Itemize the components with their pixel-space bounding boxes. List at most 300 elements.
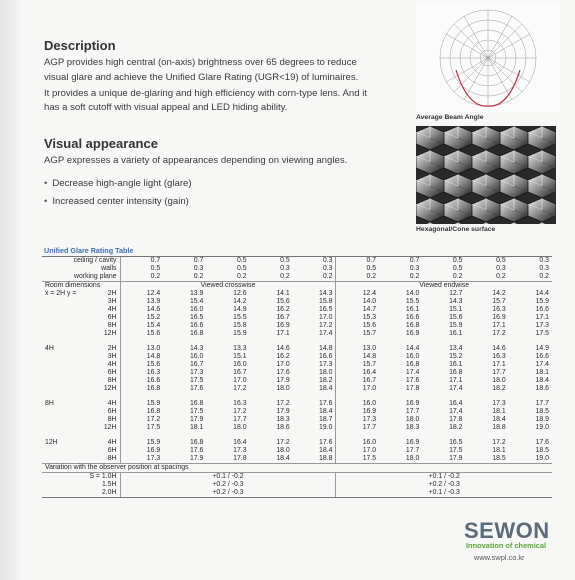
table-cell: 0.3 (409, 265, 420, 272)
table-cell (42, 424, 82, 432)
table-cell: 17.3 (492, 400, 506, 407)
table-cell: 0.2 (336, 273, 379, 282)
table-cell: 4H (107, 306, 117, 313)
table-cell: 12H (103, 385, 117, 392)
table-cell: Viewed endwise (336, 282, 552, 291)
table-cell: 18.0 (276, 447, 290, 454)
table-cell: 0.5 (120, 265, 163, 273)
table-cell: 15.6 (449, 314, 463, 321)
table-cell (250, 393, 293, 400)
hexagonal-surface-caption: Hexagonal/Cone surface (416, 226, 496, 233)
table-cell: 14.6 (492, 345, 506, 352)
table-cell: 17.7 (405, 408, 420, 415)
table-cell: 17.4 (449, 408, 463, 415)
table-cell: Viewed crosswise (120, 282, 336, 291)
table-cell: 17.5 (189, 408, 204, 415)
table-cell: 18.8 (319, 455, 333, 462)
description-paragraph-2: It provides a unique de-glaring and high efficiency with corn-type lens. And it has a soft cutoff with visual appeal and LED hiding ability. (44, 87, 368, 114)
table-cell (163, 338, 206, 345)
table-cell: 17.7 (336, 424, 379, 432)
table-cell: 16.8 (405, 322, 420, 329)
table-cell: 17.6 (535, 439, 549, 446)
table-row (42, 298, 552, 306)
table-cell: 17.2 (492, 330, 506, 337)
table-row (42, 481, 552, 489)
table-cell (42, 298, 82, 306)
table-row (42, 424, 552, 432)
sewon-logo: SEWON (464, 518, 550, 543)
table-cell: 15.9 (120, 400, 163, 408)
table-cell: 15.9 (449, 322, 463, 329)
table-row (42, 353, 552, 361)
table-cell: +0.1 / -0.2 (336, 473, 552, 482)
table-row (42, 385, 552, 393)
table-cell: 15.5 (405, 298, 420, 305)
table-cell: 18.2 (449, 424, 463, 431)
table-cell: 14.3 (189, 345, 204, 352)
table-cell: 14.2 (233, 298, 247, 305)
table-cell: 17.7 (405, 447, 420, 454)
table-cell: 0.2 (236, 273, 247, 280)
table-cell: 18.1 (189, 424, 204, 431)
table-cell: 15.7 (336, 330, 379, 338)
polar-beam-diagram (416, 4, 560, 112)
table-cell: S = 1.0H (42, 473, 120, 482)
table-cell (42, 306, 82, 314)
table-cell: 17.3 (535, 322, 549, 329)
table-cell: 17.1 (492, 322, 506, 329)
table-cell (42, 393, 120, 400)
table-cell: 3H (107, 353, 117, 360)
table-cell (42, 330, 82, 338)
table-cell: 17.0 (319, 314, 333, 321)
description-paragraph-1: AGP provides high central (on-axis) brightness over 65 degrees to reduce visual glare and achieve the Unified Glare Rating (UGR<19) of luminaires. (44, 57, 359, 83)
table-cell: 16.3 (492, 353, 506, 360)
table-cell: 17.6 (405, 377, 420, 384)
table-cell (42, 447, 82, 455)
table-cell: 15.6 (120, 361, 163, 369)
table-cell: 18.6 (535, 385, 549, 392)
table-cell: 15.4 (120, 322, 163, 330)
table-cell: 18.0 (276, 385, 290, 392)
table-cell: +0.1 / -0.2 (120, 473, 336, 482)
table-cell (163, 432, 206, 439)
table-cell: 17.1 (492, 361, 506, 368)
description-text (44, 56, 384, 117)
table-cell: +0.2 / -0.3 (336, 481, 552, 489)
table-row (42, 439, 552, 447)
table-cell: 17.1 (535, 314, 549, 321)
table-cell: 15.9 (535, 298, 549, 305)
table-cell (379, 432, 422, 439)
table-cell (422, 393, 465, 400)
table-cell (120, 338, 163, 345)
table-cell: 13.3 (233, 345, 247, 352)
table-cell: 17.0 (233, 377, 247, 384)
table-cell: 16.5 (189, 314, 204, 321)
table-cell: 17.9 (189, 455, 204, 462)
description-title: Description (44, 38, 116, 53)
table-cell: 17.3 (189, 369, 204, 376)
table-cell: 19.0 (319, 424, 333, 431)
table-cell: 8H (107, 322, 117, 329)
table-cell: 15.2 (120, 314, 163, 322)
table-row (42, 322, 552, 330)
table-cell: 0.7 (193, 257, 204, 264)
table-cell: 18.6 (276, 424, 290, 431)
table-cell: 17.4 (449, 385, 463, 392)
ugr-table-title: Unified Glare Rating Table (44, 246, 134, 255)
table-row (42, 345, 552, 353)
table-cell: 15.8 (233, 322, 247, 329)
table-cell (42, 432, 120, 439)
table-cell: 17.4 (535, 361, 549, 368)
beam-angle-caption: Average Beam Angle (416, 114, 484, 121)
table-cell (509, 338, 552, 345)
table-cell: 19.0 (535, 455, 549, 462)
table-cell: 0.7 (120, 257, 163, 265)
table-cell: 17.0 (276, 361, 290, 368)
table-cell (509, 393, 552, 400)
table-row (42, 377, 552, 385)
table-cell: 0.3 (322, 265, 333, 272)
table-cell: 14.0 (336, 298, 379, 306)
table-cell: +0.2 / -0.3 (120, 481, 336, 489)
table-cell: 0.5 (336, 265, 379, 273)
table-cell: 8H (107, 416, 117, 423)
table-cell (42, 408, 82, 416)
table-cell: 12.7 (449, 290, 463, 297)
table-cell (42, 385, 82, 393)
table-cell: 14.6 (120, 306, 163, 314)
table-cell (42, 353, 82, 361)
table-cell: 16.0 (189, 306, 204, 313)
table-cell: 4H (45, 345, 54, 352)
table-cell: 17.0 (336, 385, 379, 393)
table-cell: 17.2 (276, 400, 290, 407)
table-cell: 17.5 (449, 447, 463, 454)
table-cell: 12.4 (120, 290, 163, 298)
table-cell: 18.7 (319, 416, 333, 423)
table-cell (379, 393, 422, 400)
table-cell: 0.5 (452, 265, 463, 272)
table-cell (42, 416, 82, 424)
table-cell: 18.3 (276, 416, 290, 423)
brand-tagline: Innovation of chemical (466, 541, 547, 550)
table-cell: 14.3 (319, 290, 333, 297)
table-cell: 17.2 (319, 322, 333, 329)
table-cell: 0.5 (236, 257, 247, 264)
table-cell: 14.8 (336, 353, 379, 361)
table-cell: 16.6 (535, 306, 549, 313)
table-cell: 0.7 (409, 257, 420, 264)
table-cell: 17.4 (319, 330, 333, 337)
visual-bullet-list (44, 175, 192, 211)
table-cell: 0.3 (322, 257, 333, 264)
table-cell: 16.4 (336, 369, 379, 377)
table-cell: walls (101, 265, 117, 272)
table-cell: 15.4 (189, 298, 204, 305)
table-cell: 16.7 (189, 361, 204, 368)
table-cell (163, 393, 206, 400)
table-cell: 12H (45, 439, 58, 446)
table-cell (120, 393, 163, 400)
table-cell: 17.9 (276, 408, 290, 415)
table-cell: 18.3 (405, 424, 420, 431)
left-margin-band (0, 0, 20, 580)
table-cell: 2.0H (101, 489, 117, 496)
table-cell: Variation with the observer position at spacings (42, 464, 552, 473)
table-cell (293, 338, 336, 345)
table-cell: 15.7 (492, 298, 506, 305)
table-cell: 14.2 (492, 290, 506, 297)
table-cell: 15.1 (449, 306, 463, 313)
table-row (42, 306, 552, 314)
table-cell: 16.1 (405, 306, 420, 313)
table-cell: 17.7 (233, 416, 247, 423)
table-cell: 0.3 (496, 265, 506, 272)
table-cell: 0.3 (539, 257, 549, 264)
table-cell: 16.8 (189, 330, 204, 337)
table-cell: 17.6 (189, 385, 204, 392)
table-cell (466, 393, 509, 400)
table-cell: 18.4 (319, 408, 333, 415)
table-cell: 16.6 (189, 322, 204, 329)
table-row (42, 257, 552, 265)
table-row (42, 314, 552, 322)
table-cell (293, 393, 336, 400)
table-cell: 17.7 (535, 400, 549, 407)
table-cell: 15.7 (336, 361, 379, 369)
table-cell: 12.6 (233, 290, 247, 297)
table-cell: 17.5 (336, 455, 379, 464)
table-cell: 13.9 (120, 298, 163, 306)
table-cell: 16.8 (449, 369, 463, 376)
table-cell: 0.3 (539, 265, 549, 272)
table-cell (42, 361, 82, 369)
table-cell: 17.5 (535, 330, 549, 337)
table-cell: 6H (107, 314, 117, 321)
table-cell (120, 432, 163, 439)
table-cell: ceiling / cavity (73, 257, 117, 264)
table-cell: 16.8 (189, 400, 204, 407)
table-cell: 0.3 (280, 265, 290, 272)
table-cell: 18.0 (233, 424, 247, 431)
table-row (42, 408, 552, 416)
table-cell: 12H (103, 424, 117, 431)
table-cell: 18.0 (492, 377, 506, 384)
table-cell: 16.3 (233, 400, 247, 407)
table-cell: 0.5 (236, 265, 247, 272)
table-cell: 4H (107, 400, 117, 407)
table-cell (466, 338, 509, 345)
table-cell: 18.4 (319, 385, 333, 392)
table-cell: 17.9 (276, 377, 290, 384)
table-cell: 16.0 (336, 439, 379, 447)
table-row (42, 369, 552, 377)
table-cell (379, 338, 422, 345)
table-cell: 0.5 (280, 257, 290, 264)
brand-url: www.swpl.co.kr (474, 553, 525, 562)
table-cell: 13.9 (189, 290, 204, 297)
table-cell: 17.1 (449, 377, 463, 384)
table-cell: 0.5 (452, 257, 463, 264)
table-cell: 16.8 (120, 385, 163, 393)
ugr-table (42, 256, 552, 498)
table-cell: 18.0 (405, 455, 420, 462)
table-cell: 17.9 (189, 416, 204, 423)
table-cell: 16.7 (336, 377, 379, 385)
table-cell (422, 338, 465, 345)
table-cell: 0.2 (539, 273, 549, 280)
table-cell (336, 338, 379, 345)
table-cell: 16.0 (336, 400, 379, 408)
visual-appearance-text: AGP expresses a variety of appearances depending on viewing angles. (44, 155, 348, 166)
table-cell: 16.7 (276, 314, 290, 321)
table-cell (42, 369, 82, 377)
table-cell: 15.6 (276, 298, 290, 305)
table-cell: 1.5H (101, 481, 117, 488)
ugr-table-grid (42, 257, 552, 497)
table-cell: 17.5 (189, 377, 204, 384)
table-cell: 16.6 (535, 353, 549, 360)
table-cell: 17.3 (120, 455, 163, 464)
table-cell: 19.0 (535, 424, 549, 431)
table-cell: 17.2 (233, 385, 247, 392)
table-row (42, 473, 552, 482)
table-cell: 13.0 (336, 345, 379, 353)
table-row (42, 361, 552, 369)
table-cell (293, 432, 336, 439)
table-cell: 17.8 (233, 455, 247, 462)
table-cell: 18.9 (535, 416, 549, 423)
table-cell: 16.9 (492, 314, 506, 321)
visual-appearance-title: Visual appearance (44, 136, 158, 151)
table-cell: 16.1 (449, 361, 463, 368)
table-cell (250, 338, 293, 345)
table-cell: 18.2 (492, 385, 506, 392)
table-cell: 14.4 (405, 345, 420, 352)
bullet-item: • Increased center intensity (gain) (44, 193, 192, 211)
table-cell: 16.0 (233, 361, 247, 368)
table-cell (206, 338, 249, 345)
table-cell: 17.2 (492, 439, 506, 446)
table-cell: 14.0 (405, 290, 420, 297)
table-cell: x = 2H y = (45, 290, 77, 297)
table-cell: 18.5 (492, 455, 506, 462)
table-cell: 0.7 (336, 257, 379, 265)
table-cell: 0.2 (280, 273, 290, 280)
table-cell: 16.5 (319, 306, 333, 313)
table-cell (42, 314, 82, 322)
table-cell: 18.8 (492, 424, 506, 431)
table-cell (206, 393, 249, 400)
table-cell (42, 377, 82, 385)
table-cell: 14.1 (276, 290, 290, 297)
table-cell: 17.1 (276, 330, 290, 337)
table-cell: 16.3 (492, 306, 506, 313)
table-cell: 15.8 (319, 298, 333, 305)
table-cell: 18.4 (535, 377, 549, 384)
table-cell: 16.4 (233, 439, 247, 446)
table-cell: 17.6 (319, 400, 333, 407)
table-cell: 15.1 (233, 353, 247, 360)
table-cell: 6H (107, 447, 117, 454)
table-cell: 16.0 (405, 353, 420, 360)
table-cell: 18.1 (535, 369, 549, 376)
table-cell: 14.9 (233, 306, 247, 313)
table-cell: 17.3 (233, 447, 247, 454)
table-cell: 17.8 (449, 416, 463, 423)
table-row (42, 400, 552, 408)
table-cell: 17.6 (276, 369, 290, 376)
table-row (42, 464, 552, 473)
table-cell: 14.3 (449, 298, 463, 305)
table-cell: 0.2 (496, 273, 506, 280)
table-cell: 17.3 (319, 361, 333, 368)
table-cell: 18.4 (492, 416, 506, 423)
table-cell: Room dimensions (42, 282, 120, 291)
table-cell (42, 455, 82, 464)
table-cell: 17.6 (319, 439, 333, 446)
table-cell: 14.4 (535, 290, 549, 297)
table-cell (336, 432, 379, 439)
table-cell: 14.8 (319, 345, 333, 352)
table-cell: 17.0 (336, 447, 379, 455)
table-row (42, 282, 552, 291)
table-cell: 17.6 (189, 447, 204, 454)
table-cell: 0.5 (496, 257, 506, 264)
table-cell: 0.2 (193, 273, 204, 280)
table-cell: 16.0 (189, 353, 204, 360)
table-row (42, 265, 552, 273)
table-cell: 6H (107, 369, 117, 376)
table-cell: 4H (107, 361, 117, 368)
table-cell (250, 432, 293, 439)
table-cell: 17.5 (120, 424, 163, 432)
table-cell: 15.6 (120, 330, 163, 338)
table-cell: 14.7 (336, 306, 379, 314)
table-cell (422, 432, 465, 439)
table-cell: 14.8 (120, 353, 163, 361)
bullet-item: • Decrease high-angle light (glare) (44, 175, 192, 193)
table-cell (42, 322, 82, 330)
table-row (42, 447, 552, 455)
table-cell: 13.4 (449, 345, 463, 352)
table-row (42, 393, 552, 400)
table-cell: 17.8 (405, 385, 420, 392)
table-row (42, 290, 552, 298)
table-cell: 16.2 (276, 306, 290, 313)
table-cell: 15.6 (336, 322, 379, 330)
table-cell: 16.7 (233, 369, 247, 376)
table-cell: 16.1 (449, 330, 463, 337)
table-cell: 15.5 (233, 314, 247, 321)
table-cell: 0.2 (409, 273, 420, 280)
table-cell (466, 432, 509, 439)
table-cell: 16.2 (276, 353, 290, 360)
table-row (42, 273, 552, 282)
table-cell: 8H (45, 400, 54, 407)
table-row (42, 416, 552, 424)
table-cell: 15.9 (120, 439, 163, 447)
table-cell: 16.8 (189, 439, 204, 446)
table-cell: 16.8 (120, 408, 163, 416)
table-cell: 17.2 (233, 408, 247, 415)
table-cell: 16.9 (120, 447, 163, 455)
table-row (42, 432, 552, 439)
table-cell: 18.0 (319, 369, 333, 376)
